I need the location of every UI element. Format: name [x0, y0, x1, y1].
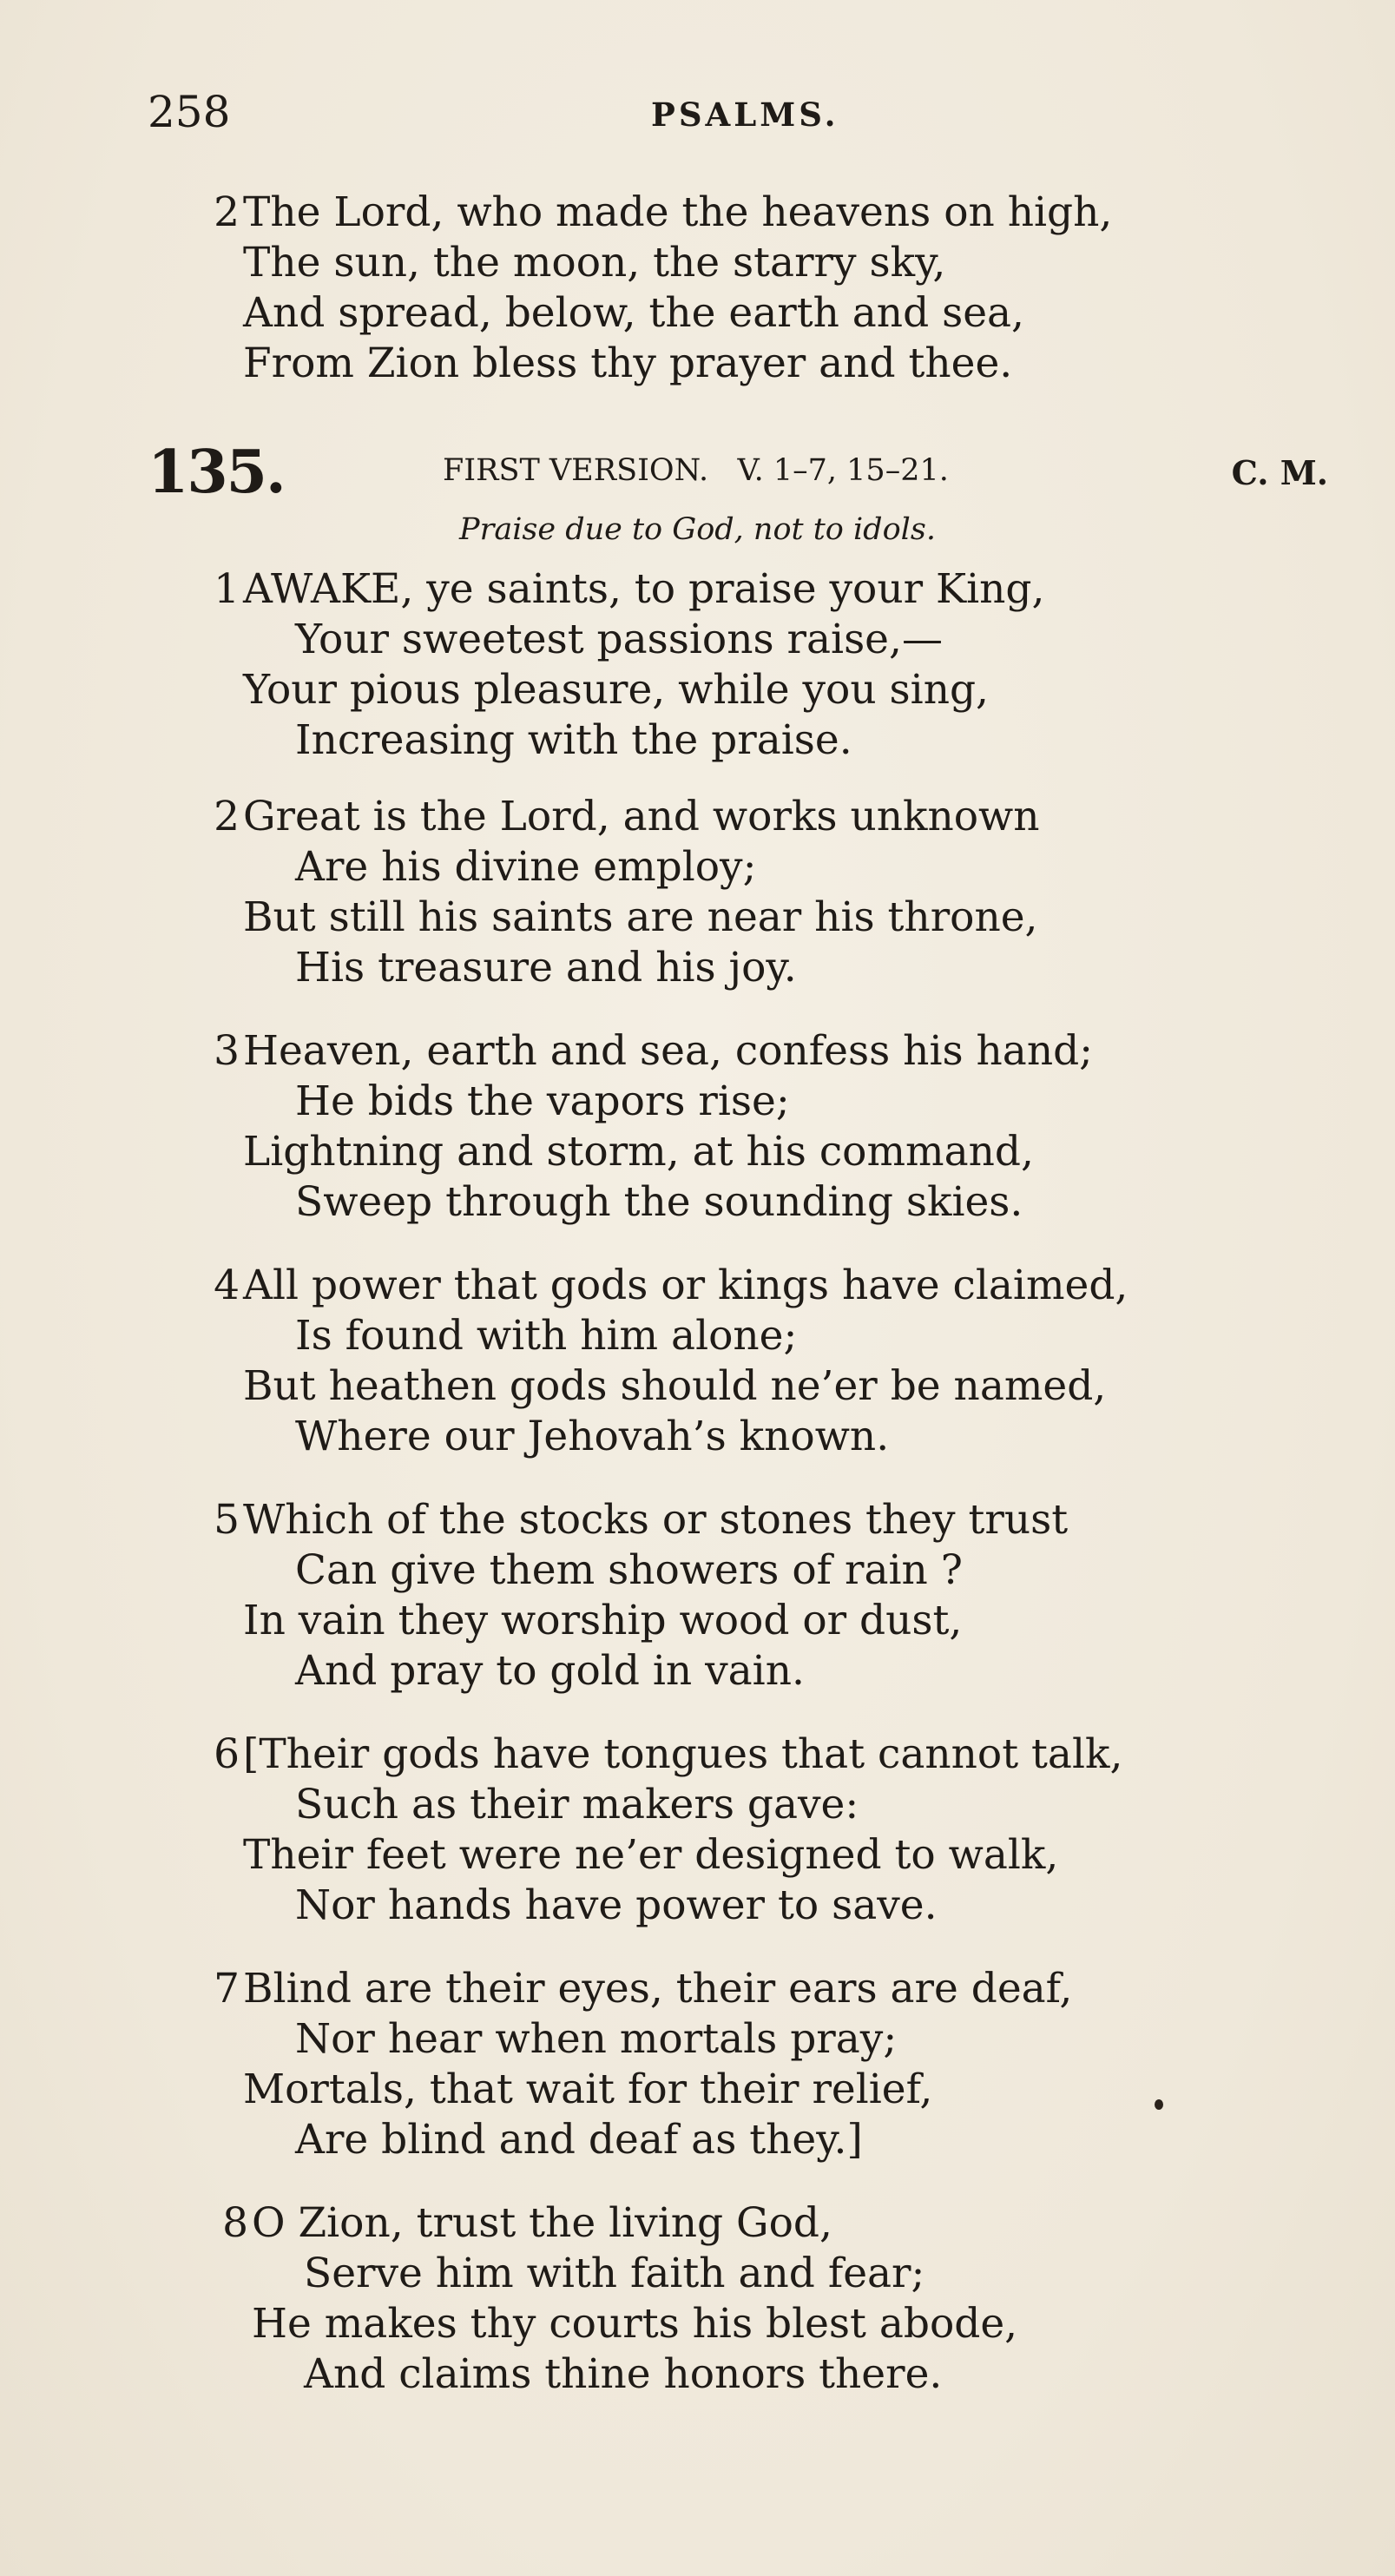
- stanza-number: 4: [214, 1262, 240, 1309]
- verse-line: Such as their makers gave:: [295, 1781, 859, 1828]
- verse-line: Nor hands have power to save.: [295, 1881, 938, 1929]
- verse-line: Their feet were ne’er designed to walk,: [243, 1831, 1059, 1879]
- stanza: [222, 2198, 1018, 2400]
- verse-line: He bids the vapors rise;: [295, 1077, 790, 1125]
- psalm-number: 135.: [148, 438, 285, 507]
- verse-line: Serve him with faith and fear;: [304, 2250, 925, 2297]
- verse-line: [Their gods have tongues that cannot talk,: [243, 1730, 1123, 1778]
- verse-line: The Lord, who made the heavens on high,: [243, 188, 1113, 236]
- verse-line: AWAKE, ye saints, to praise your King,: [243, 565, 1045, 613]
- verse-line: And spread, below, the earth and sea,: [243, 289, 1024, 337]
- verse-line: His treasure and his joy.: [295, 944, 797, 992]
- ink-speck: [1155, 2099, 1163, 2110]
- page-number: 258: [148, 87, 231, 137]
- stanza-number: 2: [214, 793, 240, 840]
- verse-line: Heaven, earth and sea, confess his hand;: [243, 1027, 1094, 1075]
- verse-line: All power that gods or kings have claimed,: [243, 1262, 1129, 1309]
- verse-line: And claims thine honors there.: [304, 2350, 943, 2398]
- version-label: FIRST VERSION. V. 1–7, 15–21.: [443, 453, 949, 488]
- verse-line: But heathen gods should ne’er be named,: [243, 1362, 1107, 1410]
- stanza-number: 1: [214, 565, 240, 613]
- stanza-number: 5: [214, 1496, 240, 1544]
- verse-line: But still his saints are near his throne,: [243, 893, 1038, 941]
- stanza: [214, 1729, 1123, 1931]
- verse-line: Mortals, that wait for their relief,: [243, 2065, 933, 2113]
- running-title: PSALMS.: [651, 96, 839, 134]
- verse-line: Are his divine employ;: [295, 843, 757, 891]
- psalm-heading: [148, 438, 1328, 512]
- verse-line: The sun, the moon, the starry sky,: [243, 239, 946, 287]
- verse-line: Nor hear when mortals pray;: [295, 2015, 898, 2063]
- verse-line: Your pious pleasure, while you sing,: [243, 666, 989, 714]
- carryover-stanza: [214, 188, 1113, 389]
- verse-line: In vain they worship wood or dust,: [243, 1597, 963, 1644]
- verse-line: Lightning and storm, at his command,: [243, 1128, 1034, 1176]
- verse-line: Blind are their eyes, their ears are deaf,: [243, 1965, 1073, 2013]
- stanza: [214, 1026, 1094, 1228]
- stanza-number: 3: [214, 1027, 240, 1075]
- verse-line: And pray to gold in vain.: [295, 1647, 805, 1695]
- verse-line: From Zion bless thy prayer and thee.: [243, 339, 1013, 387]
- meter-label: C. M.: [1231, 453, 1328, 492]
- verse-line: Great is the Lord, and works unknown: [243, 793, 1040, 840]
- verse-line: Sweep through the sounding skies.: [295, 1178, 1023, 1226]
- stanza-number: 2: [214, 188, 240, 236]
- stanza: [214, 1261, 1129, 1462]
- stanza: [214, 564, 1045, 766]
- verse-line: Increasing with the praise.: [295, 716, 852, 764]
- verse-line: Which of the stocks or stones they trust: [243, 1496, 1069, 1544]
- stanza-number: 6: [214, 1730, 240, 1778]
- stanza: [214, 1495, 1069, 1696]
- verse-line: Is found with him alone;: [295, 1312, 798, 1360]
- stanza-number: 7: [214, 1965, 240, 2013]
- verse-line: O Zion, trust the living God,: [252, 2199, 832, 2247]
- verse-line: Your sweetest passions raise,—: [295, 616, 943, 663]
- psalm-subtitle: Praise due to God, not to idols.: [459, 512, 936, 547]
- verse-line: Are blind and deaf as they.]: [295, 2116, 863, 2164]
- verse-line: Where our Jehovah’s known.: [295, 1413, 890, 1460]
- page-header: [148, 87, 1267, 139]
- verse-line: Can give them showers of rain ?: [295, 1546, 963, 1594]
- verse-line: He makes thy courts his blest abode,: [252, 2300, 1018, 2348]
- stanza: [214, 1964, 1073, 2165]
- stanza: [214, 792, 1040, 993]
- stanza-number: 8: [222, 2199, 248, 2247]
